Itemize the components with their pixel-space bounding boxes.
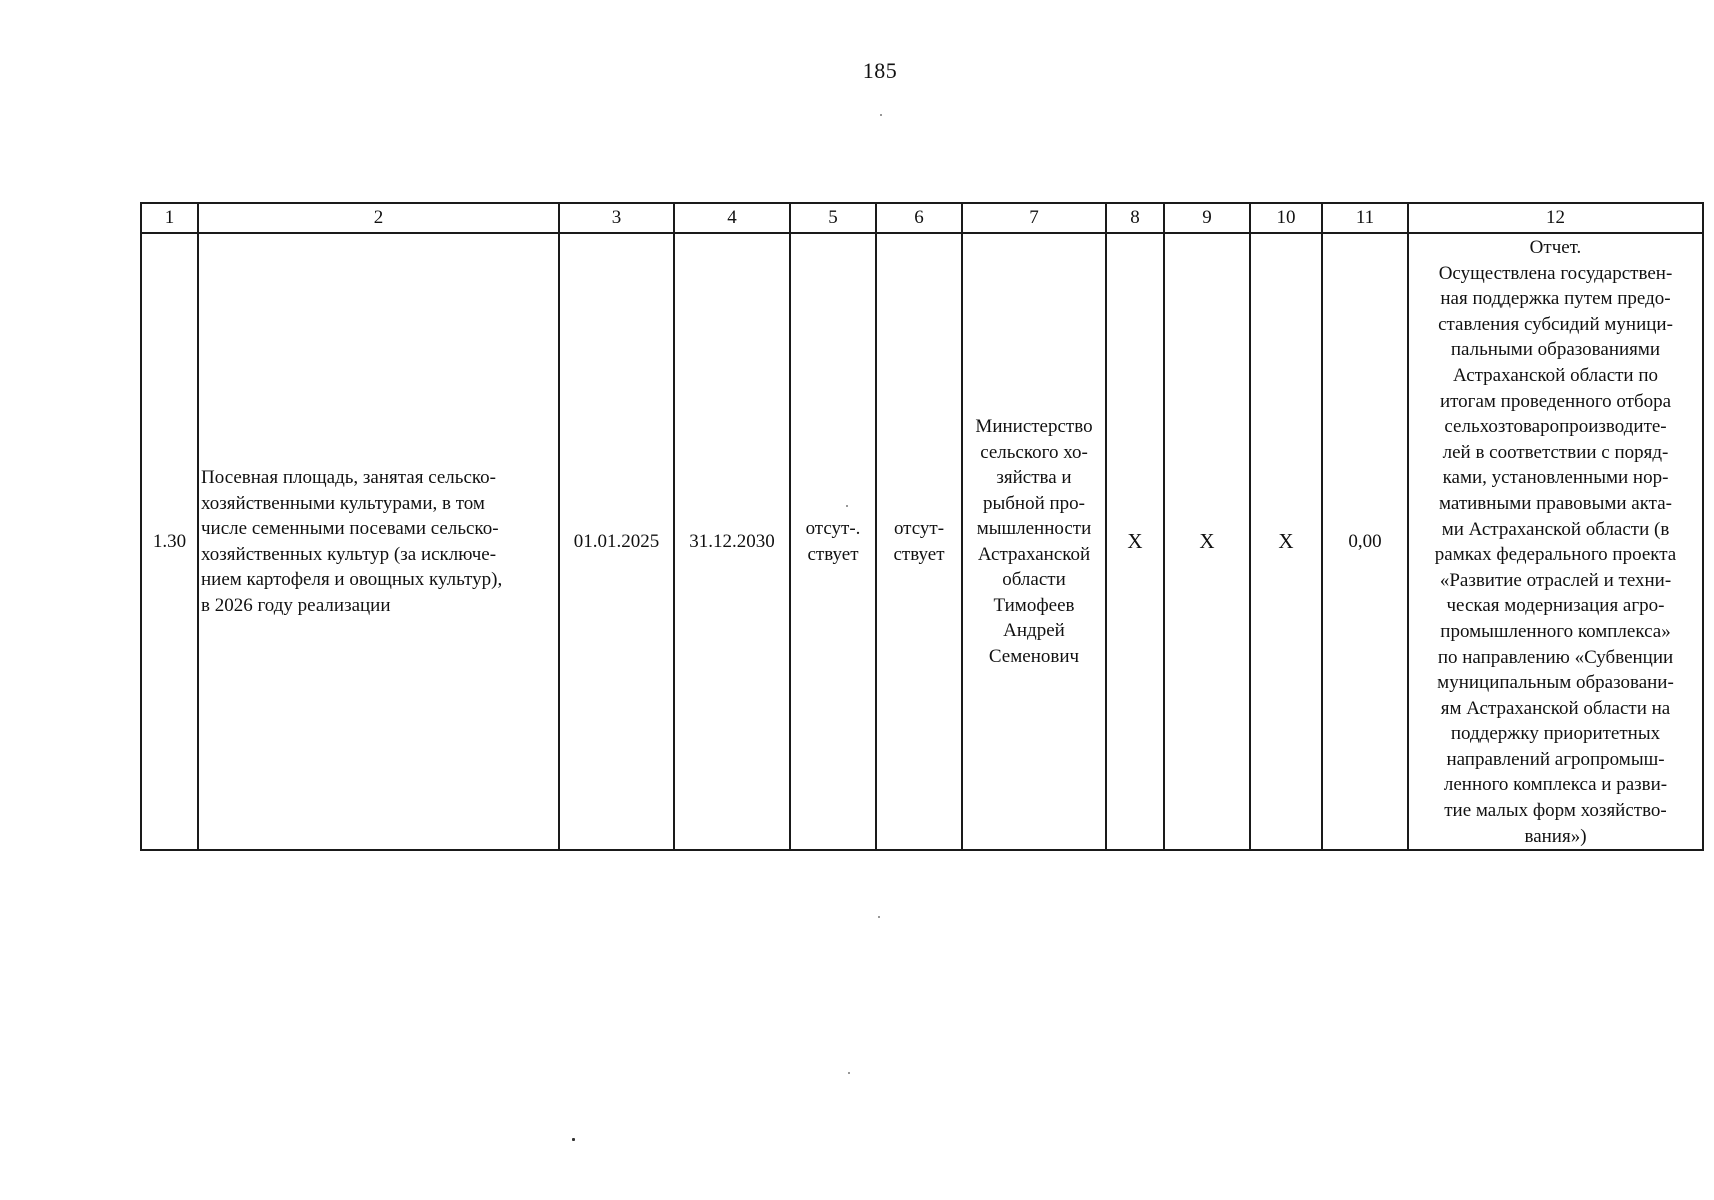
header-cell-12: 12 — [1408, 203, 1703, 233]
scan-speck — [880, 114, 882, 116]
value-col5: отсут-. ствует — [790, 233, 876, 850]
value-col10: X — [1250, 233, 1322, 850]
header-cell-5: 5 — [790, 203, 876, 233]
header-cell-3: 3 — [559, 203, 674, 233]
report-note: Отчет. Осуществлена государствен- ная поддержка путем предо- ставления субсидий муници- пальными образованиями Астраханской области по итогам проведенного отбора сельхозтоваропроизводите- лей в соответствии с поряд- ками, установленными нор- мативными правовыми акта- ми Астраханской области (в рамках федерального проекта «Развитие отраслей и техни- ческая модернизация агро- промышленного комплекса» по направлению «Субвенции муниципальным образовани- ям Астраханской области на поддержку приоритетных направлений агропромыш- ленного комплекса и разви- тие малых форм хозяйство- вания») — [1408, 233, 1703, 850]
header-row — [141, 203, 1703, 233]
header-cell-7: 7 — [962, 203, 1106, 233]
scan-speck — [848, 1072, 850, 1074]
scan-speck — [878, 916, 880, 918]
report-table — [140, 202, 1704, 851]
row-number: 1.30 — [141, 233, 198, 850]
value-col8: X — [1106, 233, 1164, 850]
indicator-name: Посевная площадь, занятая сельско- хозяйственными культурами, в том числе семенными посевами сельско- хозяйственных культур (за исключе- нием картофеля и овощных культур), в 2026 году реализации — [198, 233, 559, 850]
value-col6: отсут- ствует — [876, 233, 962, 850]
table-row — [141, 233, 1703, 850]
value-col9: X — [1164, 233, 1250, 850]
header-cell-11: 11 — [1322, 203, 1408, 233]
header-cell-1: 1 — [141, 203, 198, 233]
end-date: 31.12.2030 — [674, 233, 790, 850]
scan-speck — [572, 1138, 575, 1141]
header-cell-6: 6 — [876, 203, 962, 233]
header-cell-2: 2 — [198, 203, 559, 233]
scan-speck — [846, 505, 848, 507]
header-cell-10: 10 — [1250, 203, 1322, 233]
header-cell-8: 8 — [1106, 203, 1164, 233]
responsible-executor: Министерство сельского хо- зяйства и рыбной про- мышленности Астраханской области Тимофеев Андрей Семенович — [962, 233, 1106, 850]
page-number: 185 — [862, 58, 898, 83]
value-col11: 0,00 — [1322, 233, 1408, 850]
header-cell-9: 9 — [1164, 203, 1250, 233]
header-cell-4: 4 — [674, 203, 790, 233]
start-date: 01.01.2025 — [559, 233, 674, 850]
